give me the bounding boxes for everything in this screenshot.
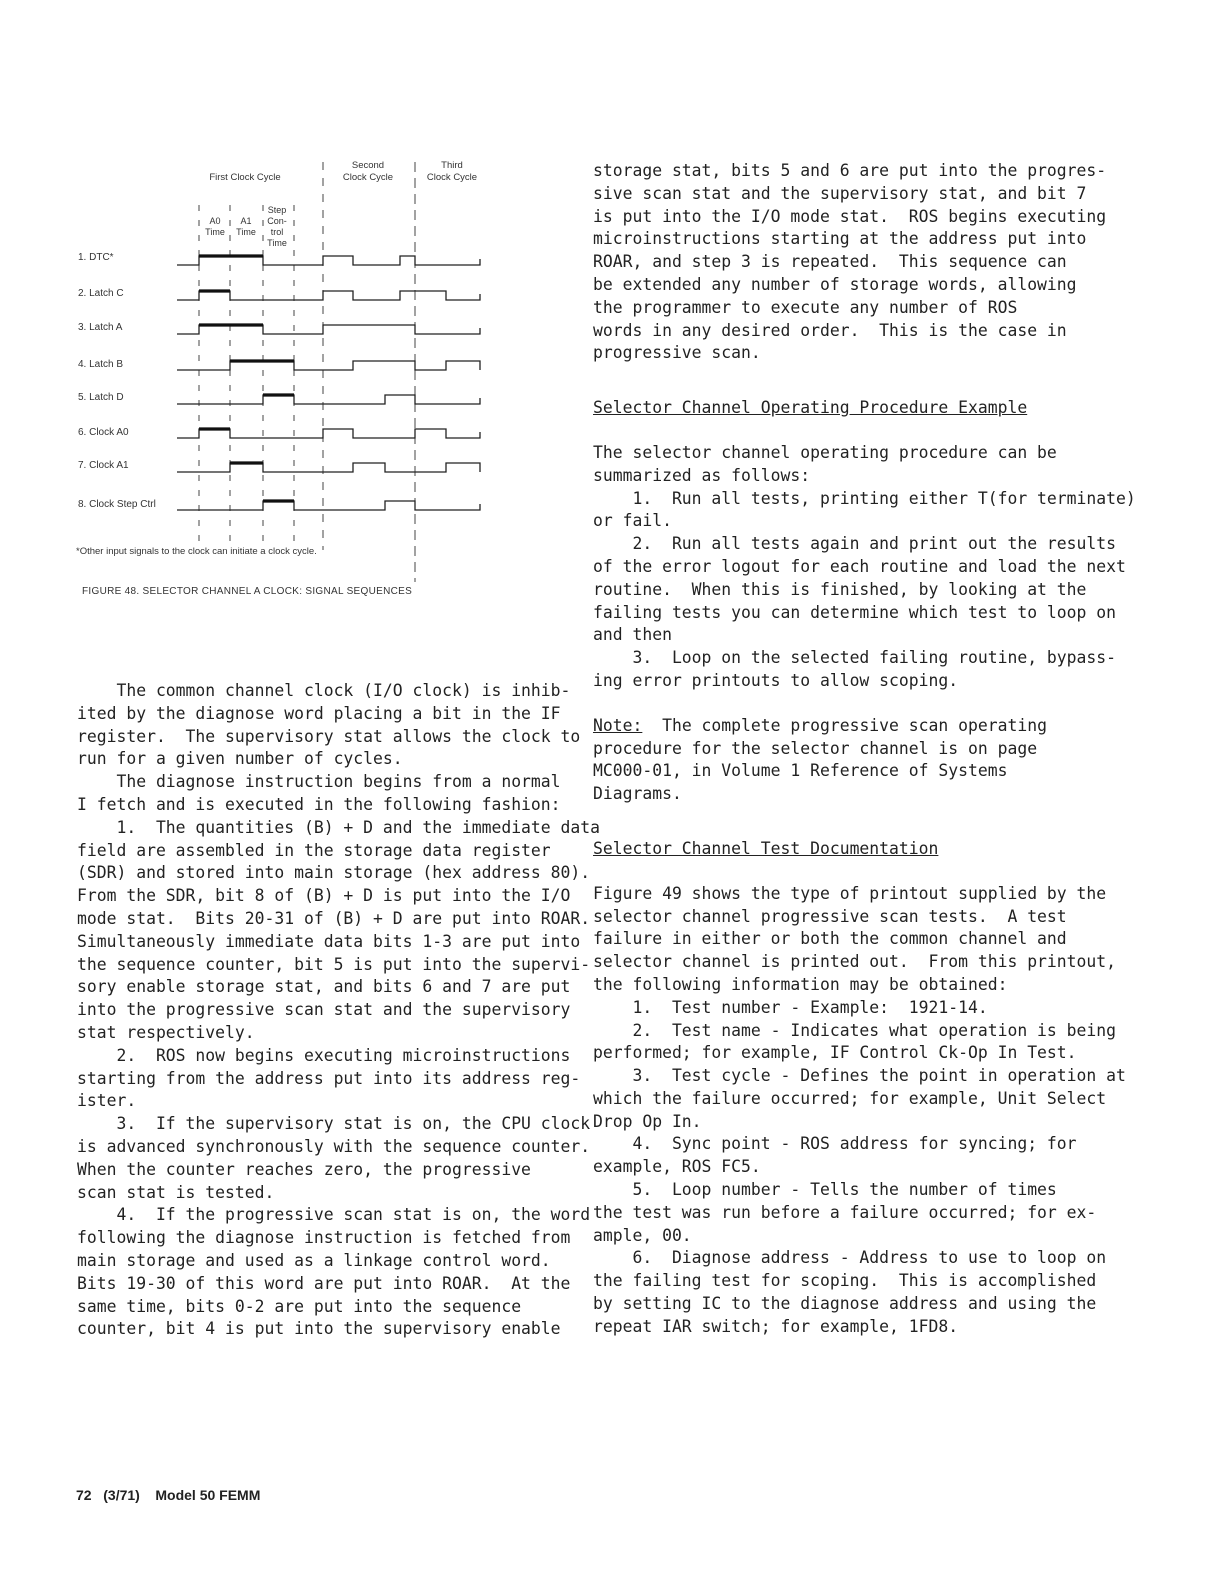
text-line: 1. Test number - Example: 1921-14. [593, 997, 988, 1017]
paragraph-continuation [593, 160, 1107, 365]
text-line: the sequence counter, bit 5 is put into the supervi- [77, 954, 591, 974]
text-line: failure in either or both the common channel and [593, 929, 1067, 949]
text-line: be extended any number of storage words, allowing [593, 274, 1077, 294]
text-line: is put into the I/O mode stat. ROS begins executing [593, 206, 1107, 226]
text-line: From the SDR, bit 8 of (B) + D is put into the I/O [77, 886, 571, 906]
text-line: selector channel is printed out. From this printout, [593, 952, 1117, 972]
signal-waveform [177, 463, 480, 472]
text-line: 3. If the supervisory stat is on, the CPU clock [77, 1114, 591, 1134]
text-line: field are assembled in the storage data register [77, 840, 551, 860]
text-line: scan stat is tested. [77, 1182, 275, 1202]
text-line: ited by the diagnose word placing a bit in the IF [77, 703, 561, 723]
text-line: run for a given number of cycles. [77, 749, 403, 769]
text-line: the failing test for scoping. This is accomplished [593, 1271, 1097, 1291]
text-line: register. The supervisory stat allows the clock to [77, 726, 581, 746]
text-line: microinstructions starting at the address put into [593, 229, 1087, 249]
text-line: ister. [77, 1091, 137, 1111]
signal-label-dtc: 1. DTC* [78, 252, 114, 263]
text-line: 3. Loop on the selected failing routine, bypass- [593, 648, 1117, 668]
signal-label-latch-a: 3. Latch A [78, 322, 123, 333]
timing-diagram-figure [70, 150, 540, 610]
signal-waveform [177, 361, 480, 370]
text-line: or fail. [593, 511, 672, 531]
signal-waveform [177, 395, 480, 404]
text-line: Simultaneously immediate data bits 1-3 are put into [77, 931, 581, 951]
signal-label-latch-d: 5. Latch D [78, 392, 124, 403]
text-line: mode stat. Bits 20-31 of (B) + D are put into ROAR. [77, 908, 591, 928]
text-line: 4. Sync point - ROS address for syncing; for [593, 1134, 1077, 1154]
text-line: progressive scan. [593, 343, 761, 363]
header-second-clock-cycle: Second Clock Cycle [342, 160, 394, 183]
text-line: The common channel clock (I/O clock) is inhib- [77, 681, 571, 700]
signal-waveform [177, 501, 480, 510]
note-body [593, 738, 1073, 806]
signal-label-clock-step-ctrl: 8. Clock Step Ctrl [78, 499, 156, 510]
note-first-line-text: The complete progressive scan operating [642, 715, 1047, 735]
text-line: 1. Run all tests, printing either T(for terminate) [593, 488, 1136, 508]
text-line: by setting IC to the diagnose address and using the [593, 1294, 1097, 1314]
text-line: words in any desired order. This is the case in [593, 320, 1067, 340]
text-line: 4. If the progressive scan stat is on, the word [77, 1205, 591, 1225]
text-line: storage stat, bits 5 and 6 are put into the progres- [593, 161, 1107, 180]
text-line: the programmer to execute any number of ROS [593, 297, 1018, 317]
heading-test-documentation: Selector Channel Test Documentation [593, 838, 939, 858]
text-line: Bits 19-30 of this word are put into ROAR. At the [77, 1273, 571, 1293]
note-first-line [593, 715, 1073, 738]
text-line: Figure 49 shows the type of printout supplied by the [593, 883, 1107, 903]
text-line: 2. ROS now begins executing microinstructions [77, 1045, 571, 1065]
subheader-a1-time: A1 Time [236, 216, 256, 237]
figure-footnote: *Other input signals to the clock can initiate a clock cycle. [76, 546, 317, 557]
text-line: routine. When this is finished, by looking at the [593, 579, 1087, 599]
text-line: procedure for the selector channel is on page [593, 738, 1038, 758]
text-line: ample, 00. [593, 1225, 692, 1245]
text-line: same time, bits 0-2 are put into the sequence [77, 1296, 522, 1316]
text-line: selector channel progressive scan tests. A test [593, 906, 1067, 926]
right-text-column [593, 160, 1136, 1339]
text-line: 2. Run all tests again and print out the results [593, 534, 1117, 554]
text-line: ing error printouts to allow scoping. [593, 670, 959, 690]
text-line: When the counter reaches zero, the progressive [77, 1159, 531, 1179]
text-line: stat respectively. [77, 1022, 255, 1042]
text-line: The selector channel operating procedure can be [593, 442, 1057, 462]
page-footer: 72 (3/71) Model 50 FEMM [76, 1487, 261, 1503]
text-line: performed; for example, IF Control Ck-Op In Test. [593, 1043, 1077, 1063]
text-line: the test was run before a failure occurred; for ex- [593, 1202, 1097, 1222]
left-text-column [77, 680, 601, 1341]
paragraph-operating-procedure [593, 442, 1136, 693]
text-line: 5. Loop number - Tells the number of times [593, 1180, 1057, 1200]
text-line: into the progressive scan stat and the supervisory [77, 1000, 571, 1020]
text-line: 2. Test name - Indicates what operation is being [593, 1020, 1117, 1040]
text-line: counter, bit 4 is put into the supervisory enable [77, 1319, 561, 1339]
text-line: which the failure occurred; for example, Unit Select [593, 1088, 1107, 1108]
signal-label-clock-a0: 6. Clock A0 [78, 427, 129, 438]
text-line: summarized as follows: [593, 465, 811, 485]
text-line: I fetch and is executed in the following fashion: [77, 794, 561, 814]
text-line: the following information may be obtained: [593, 974, 1008, 994]
text-line: following the diagnose instruction is fetched from [77, 1228, 571, 1248]
text-line: 6. Diagnose address - Address to use to loop on [593, 1248, 1107, 1268]
text-line: ROAR, and step 3 is repeated. This sequence can [593, 252, 1067, 272]
waveform-canvas [70, 150, 540, 610]
text-line: (SDR) and stored into main storage (hex address 80). [77, 863, 591, 883]
text-line: is advanced synchronously with the sequence counter. [77, 1136, 591, 1156]
text-line: Drop Op In. [593, 1111, 702, 1131]
text-line: example, ROS FC5. [593, 1157, 761, 1177]
subheader-a0-time: A0 Time [205, 216, 225, 237]
text-line: sory enable storage stat, and bits 6 and 7 are put [77, 977, 571, 997]
text-line: repeat IAR switch; for example, 1FD8. [593, 1316, 959, 1336]
heading-operating-procedure: Selector Channel Operating Procedure Example [593, 398, 1028, 418]
text-line: and then [593, 625, 672, 645]
paragraph-test-documentation [593, 883, 1126, 1339]
figure-caption: FIGURE 48. SELECTOR CHANNEL A CLOCK: SIGNAL SEQUENCES [82, 586, 413, 597]
text-line: sive scan stat and the supervisory stat, and bit 7 [593, 183, 1087, 203]
signal-label-latch-b: 4. Latch B [78, 359, 124, 370]
text-line: Diagrams. [593, 784, 682, 804]
text-line: main storage and used as a linkage control word. [77, 1250, 551, 1270]
header-third-clock-cycle: Third Clock Cycle [426, 160, 478, 183]
text-line: 3. Test cycle - Defines the point in operation at [593, 1066, 1126, 1086]
signal-label-clock-a1: 7. Clock A1 [78, 460, 129, 471]
text-line: starting from the address put into its address reg- [77, 1068, 581, 1088]
text-line: of the error logout for each routine and load the next [593, 556, 1126, 576]
note-label: Note: [593, 715, 643, 735]
text-line: 1. The quantities (B) + D and the immediate data [77, 817, 601, 837]
signal-label-latch-c: 2. Latch C [78, 288, 124, 299]
text-line: The diagnose instruction begins from a normal [77, 772, 561, 792]
subheader-step-control-time: Step Con- trol Time [267, 205, 287, 248]
text-line: failing tests you can determine which test to loop on [593, 602, 1117, 622]
header-first-clock-cycle: First Clock Cycle [209, 172, 281, 183]
text-line: MC000-01, in Volume 1 Reference of Systems [593, 761, 1008, 781]
